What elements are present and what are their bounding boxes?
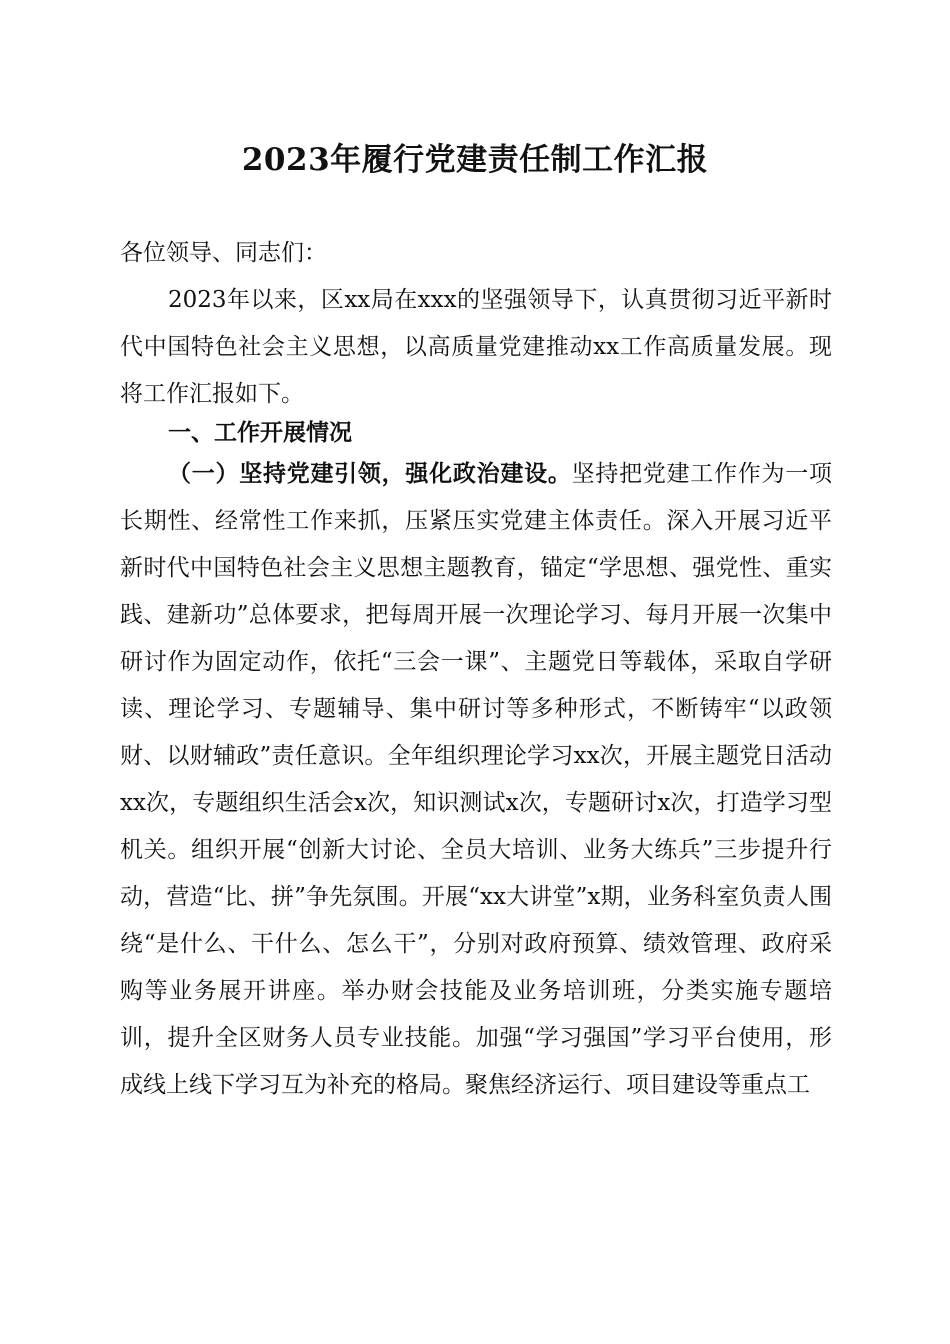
section-1-text: 坚持把党建工作作为一项长期性、经常性工作来抓，压紧压实党建主体责任。深入开展习近平新时代中国特色社会主义思想主题教育，锚定“学思想、强党性、重实践、建新功”总体要求，把每周开展一次理论学习、每月开展一次集中研讨作为固定动作，依托“三会一课”、主题党日等载体，采取自学研读、理论学习、专题辅导、集中研讨等多种形式，不断铸牢“以政领财、以财辅政”责任意识。全年组织理论学习xx次，开展主题党日活动xx次，专题组织生活会x次，知识测试x次，专题研讨x次，打造学习型机关。组织开展“创新大讨论、全员大培训、业务大练兵”三步提升行动，营造“比、拼”争先氛围。开展“xx大讲堂”x期，业务科室负责人围绕“是什么、干什么、怎么干”，分别对政府预算、绩效管理、政府采购等业务展开讲座。举办财会技能及业务培训班，分类实施专题培训，提升全区财务人员专业技能。加强“学习强国”学习平台使用，形成线上线下学习互为补充的格局。聚焦经济运行、项目建设等重点工 <box>120 461 833 1098</box>
section-1-paragraph <box>120 450 832 1109</box>
salutation: 各位领导、同志们： <box>120 240 327 266</box>
intro-paragraph: 2023年以来，区xx局在xxx的坚强领导下，认真贯彻习近平新时代中国特色社会主义思想，以高质量党建推动xx工作高质量发展。现将工作汇报如下。 <box>120 287 832 407</box>
section-heading-1: 一、工作开展情况 <box>168 419 352 446</box>
section-1-lead: （一）坚持党建引领，强化政治建设。 <box>168 460 572 487</box>
document-title: 2023年履行党建责任制工作汇报 <box>241 142 709 178</box>
